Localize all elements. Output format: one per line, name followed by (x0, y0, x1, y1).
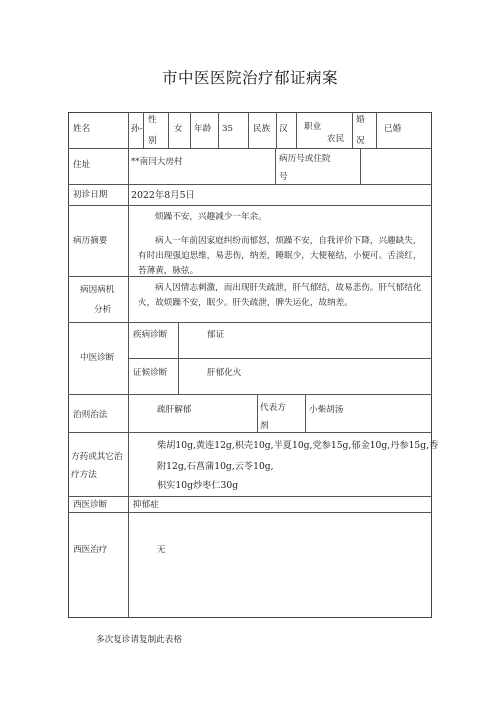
etiology-paragraph: 病人因情志刺激，而出现肝失疏泄，肝气郁结，故易悲伤。肝气郁结化火，故烦躁不安，眠少。肝失疏泄，脾失运化，故纳差。 (138, 283, 422, 308)
cell-divider (360, 148, 361, 184)
age-value: 35 (222, 124, 233, 134)
cell-divider (276, 112, 277, 148)
cell-divider (190, 112, 191, 148)
record-number-label-line2: 号 (279, 172, 288, 182)
footer-note: 多次复诊请复制此表格 (96, 635, 182, 645)
history-summary-text (138, 210, 426, 279)
prescription-label-line2: 疗方法 (71, 470, 97, 480)
name-label: 姓名 (73, 124, 91, 134)
cell-divider (376, 112, 377, 148)
marital-label-line2: 况 (356, 136, 365, 146)
cell-divider (248, 112, 249, 148)
marital-value: 已婚 (384, 124, 402, 134)
row-divider (68, 394, 432, 395)
cell-divider (168, 112, 169, 148)
western-diagnosis-value: 抑郁症 (133, 500, 159, 510)
occupation-value: 农民 (327, 134, 345, 144)
prescription-label: 方药或其它治 (71, 452, 123, 462)
page-title: 市中医医院治疗郁证病案 (161, 69, 338, 87)
sex-label: 性 (148, 115, 157, 125)
sex-label-line2: 别 (148, 136, 157, 146)
row-divider (68, 322, 432, 323)
prescription-line-3: 枳实10g炒枣仁30g (157, 480, 239, 491)
diagnosis-inner-divider (128, 358, 432, 359)
disease-diagnosis-value: 郁证 (207, 330, 225, 340)
row-divider (68, 496, 432, 497)
syndrome-diagnosis-label: 证候诊断 (133, 368, 168, 378)
treatment-principle-label: 治则治法 (73, 410, 108, 420)
row-divider (68, 432, 432, 433)
cell-divider (257, 394, 258, 432)
address-label: 住址 (73, 160, 91, 170)
ethnicity-value: 汉 (279, 124, 288, 134)
formula-value: 小柴胡汤 (309, 405, 344, 415)
first-visit-label: 初诊日期 (73, 190, 108, 200)
cell-divider (296, 112, 297, 148)
row-divider (68, 184, 432, 185)
cell-divider (352, 112, 353, 148)
tcm-diagnosis-label: 中医诊断 (80, 353, 115, 363)
formula-label-line2: 剂 (260, 421, 269, 431)
address-value: **南闫大房村 (131, 157, 183, 167)
syndrome-diagnosis-value: 肝郁化火 (207, 368, 242, 378)
western-diagnosis-label: 西医诊断 (73, 500, 108, 510)
disease-diagnosis-label: 疾病诊断 (133, 330, 168, 340)
cell-divider (178, 322, 179, 394)
name-value: 孙- (131, 124, 143, 134)
first-visit-date: 2022年8月5日 (131, 190, 195, 201)
age-label: 年龄 (194, 124, 212, 134)
row-divider (68, 512, 432, 513)
etiology-text (138, 281, 426, 311)
marital-label: 婚 (356, 115, 365, 125)
record-number-label: 病历号或住院 (279, 154, 331, 164)
history-detail: 病人一年前因家庭纠纷而郁怒，烦躁不安，自我评价下降，兴趣缺失，有时出现强迫思维，易悲伤，纳差，睡眠少，大便秘结，小便可。舌淡红，苔薄黄，脉弦。 (138, 236, 422, 276)
ethnicity-label: 民族 (253, 124, 271, 134)
cell-divider (305, 394, 306, 432)
western-treatment-label: 西医治疗 (73, 545, 108, 555)
western-treatment-value: 无 (157, 545, 166, 555)
prescription-line-1: 柴胡10g,黄连12g,枳壳10g,半夏10g,党参15g,郁金10g,丹参15g,香 (157, 440, 439, 451)
cell-divider (275, 148, 276, 184)
cell-divider (143, 112, 144, 148)
formula-label: 代表方 (260, 403, 286, 413)
row-divider (68, 148, 432, 149)
label-column-divider (128, 112, 129, 618)
row-divider (68, 205, 432, 206)
prescription-line-2: 附12g,石菖蒲10g,云苓10g, (157, 461, 274, 472)
history-summary-label: 病历摘要 (73, 236, 108, 246)
occupation-label: 职业 (304, 122, 322, 132)
cell-divider (218, 112, 219, 148)
treatment-principle-value: 疏肝解郁 (157, 405, 192, 415)
etiology-label-line2: 分析 (94, 305, 112, 315)
sex-value: 女 (174, 124, 183, 134)
etiology-label: 病因病机 (80, 285, 115, 295)
case-record-table (68, 112, 439, 618)
history-chief-complaint: 烦躁不安，兴趣减少一年余。 (155, 212, 267, 222)
